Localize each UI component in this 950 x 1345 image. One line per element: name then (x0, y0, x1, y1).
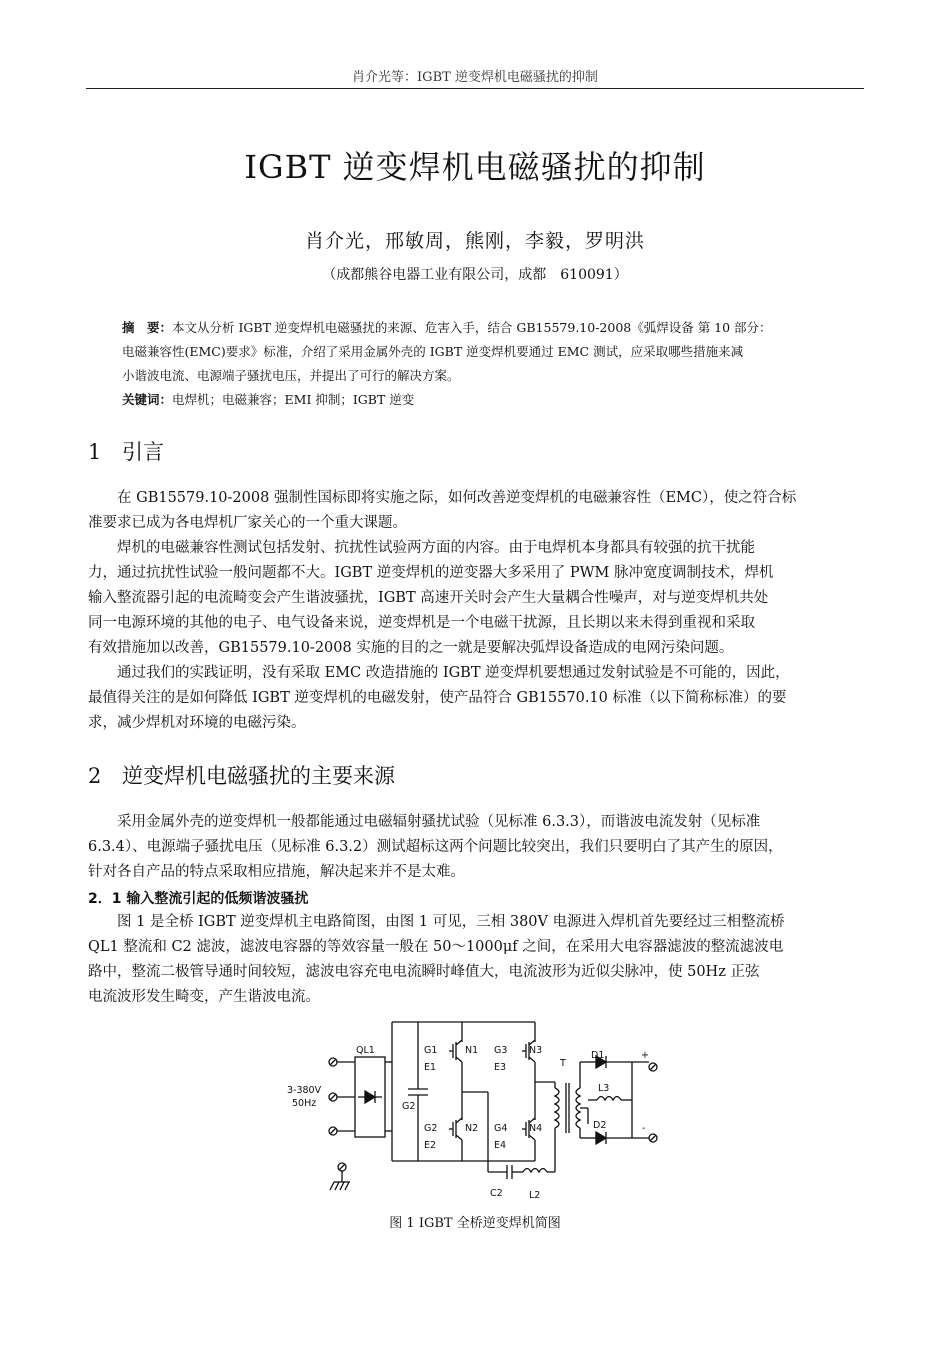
label-e4: E4 (494, 1140, 507, 1151)
paper-authors: 肖介光，邢敏周，熊刚，李毅，罗明洪 (304, 230, 645, 252)
figure-1-caption: 图 1 IGBT 全桥逆变焊机简图 (389, 1216, 561, 1231)
label-d1: D1 (591, 1050, 605, 1061)
diode-d1 (580, 1056, 632, 1068)
abstract-line: 摘 要：本文从分析 IGBT 逆变焊机电磁骚扰的来源、危害入手，结合 GB15579.10-2008《弧焊设备 第 10 部分： (122, 320, 772, 335)
subsection-2-1-heading: 2．1 输入整流引起的低频谐波骚扰 (88, 891, 309, 907)
section-number: 1 (88, 440, 102, 464)
label-input-voltage: 3-380V (287, 1085, 322, 1096)
label-g4: G4 (494, 1123, 508, 1134)
paper-affiliation: （成都熊谷电器工业有限公司，成都 610091） (322, 267, 628, 283)
label-minus: - (642, 1123, 646, 1134)
ground-icon (330, 1182, 350, 1190)
label-g2: G2 (424, 1123, 438, 1134)
section-1-paragraph: 通过我们的实践证明，没有采取 EMC 改造措施的 IGBT 逆变焊机要想通过发射试验是不可能的，因此， 最值得关注的是如何降低 IGBT 逆变焊机的电磁发射，使产品符合 GB15570.10 标准（以下简称标准）的要 求，减少焊机对环境的电磁污染。 (88, 665, 790, 731)
input-terminals (329, 1058, 355, 1182)
label-plus: + (641, 1050, 649, 1061)
abstract-label: 摘 要： (122, 320, 173, 335)
label-capacitor: G2 (402, 1101, 416, 1112)
section-1-heading (88, 436, 164, 466)
label-n1: N1 (465, 1045, 479, 1056)
label-input-freq: 50Hz (292, 1098, 317, 1109)
section-number: 2 (88, 764, 102, 788)
abstract (122, 316, 832, 388)
abstract-line: 电磁兼容性(EMC)要求》标准，介绍了采用金属外壳的 IGBT 逆变焊机要通过 EMC 测试，应采取哪些措施来减 (122, 344, 744, 359)
section-title: 引言 (122, 440, 164, 464)
label-g3: G3 (494, 1045, 508, 1056)
label-l3: L3 (598, 1083, 610, 1094)
section-2-heading (88, 760, 395, 790)
igbt-leg-right (522, 1022, 555, 1161)
keywords-text: 电焊机；电磁兼容；EMI 抑制；IGBT 逆变 (172, 392, 415, 407)
figure-1-circuit-diagram (280, 1015, 680, 1205)
label-t: T (560, 1058, 566, 1069)
section-1-paragraph: 焊机的电磁兼容性测试包括发射、抗扰性试验两方面的内容。由于电焊机本身都具有较强的抗干扰能 力，通过抗扰性试验一般问题都不大。IGBT 逆变焊机的逆变器大多采用了 PWM 脉冲宽度调制技术，焊机 输入整流器引起的电流畸变会产生谐波骚扰，IGBT 高速开关时会产生大量耦合性噪声，对与逆变焊机共处 同一电源环境的其他的电子、电气设备来说，逆变焊机是一个电磁干扰源，且长期以来未得到重视和采取 有效措施加以改善，GB15579.10-2008 实施的目的之一就是要解决弧焊设备造成的电网污染问题。 (88, 540, 774, 656)
abstract-line: 小谐波电流、电源端子骚扰电压，并提出了可行的解决方案。 (122, 368, 460, 383)
label-g1: G1 (424, 1045, 438, 1056)
series-capacitor-c2-inductor-l2 (507, 1128, 555, 1179)
label-d2: D2 (593, 1120, 607, 1131)
label-e2: E2 (424, 1140, 437, 1151)
header-rule (86, 88, 864, 89)
label-ql1: QL1 (356, 1045, 375, 1056)
label-c2: C2 (490, 1188, 503, 1199)
diode-d2 (580, 1132, 632, 1144)
keywords (122, 390, 832, 410)
running-head: 肖介光等：IGBT 逆变焊机电磁骚扰的抑制 (352, 70, 598, 85)
label-e1: E1 (424, 1062, 437, 1073)
section-2-paragraph: 采用金属外壳的逆变焊机一般都能通过电磁辐射骚扰试验（见标准 6.3.3），而谐波电流发射（见标准 6.3.4）、电源端子骚扰电压（见标准 6.3.2）测试超标这两个问题比较突出，我们只要明白了其产生的原因， 针对各自产品的特点采取相应措施，解决起来并不是太难。 (88, 814, 783, 880)
label-n4: N4 (529, 1123, 543, 1134)
transformer-t (555, 1062, 588, 1138)
section-title: 逆变焊机电磁骚扰的主要来源 (122, 764, 395, 788)
label-e3: E3 (494, 1062, 507, 1073)
subsection-2-1-paragraph: 图 1 是全桥 IGBT 逆变焊机主电路简图，由图 1 可见，三相 380V 电源进入焊机首先要经过三相整流桥 QL1 整流和 C2 滤波，滤波电容器的等效容量一般在 50～1000μf 之间，在采用大电容器滤波的整流滤波电 路中，整流二极管导通时间较短，滤波电容充电电流瞬时峰值大，电流波形为近似尖脉冲，使 50Hz 正弦 电流波形发生畸变，产生谐波电流。 (88, 914, 785, 1005)
label-n3: N3 (529, 1045, 543, 1056)
paper-title: IGBT 逆变焊机电磁骚扰的抑制 (244, 148, 706, 186)
keywords-label: 关键词： (122, 392, 173, 407)
section-1-paragraph: 在 GB15579.10-2008 强制性国标即将实施之际，如何改善逆变焊机的电磁兼容性（EMC），使之符合标 准要求已成为各电焊机厂家关心的一个重大课题。 (88, 490, 797, 531)
label-n2: N2 (465, 1123, 479, 1134)
rectifier-bridge-ql1 (355, 1057, 392, 1137)
label-l2: L2 (529, 1190, 541, 1201)
